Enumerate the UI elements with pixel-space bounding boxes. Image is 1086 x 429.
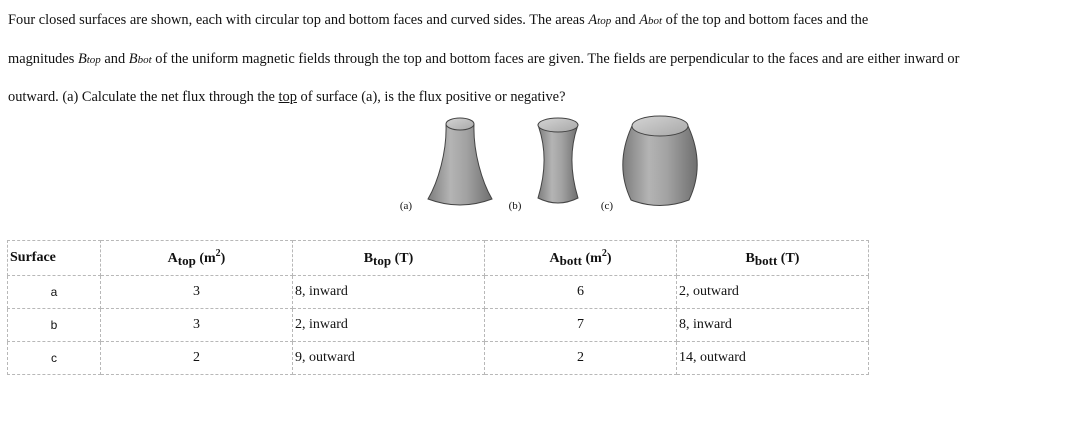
question-underlined-top: top xyxy=(278,89,297,105)
symbol-b-top: B xyxy=(77,50,87,67)
data-table xyxy=(7,240,869,375)
header-surface: Surface xyxy=(8,241,101,276)
symbol-a-top: A xyxy=(588,12,598,28)
cell-surface: b xyxy=(8,309,101,342)
question-line-3-start: outward. (a) Calculate the net flux through the xyxy=(8,89,279,105)
question-line-1-start: Four closed surfaces are shown, each with circular top and bottom faces and curved sides. The areas xyxy=(8,12,589,28)
question-line-3-end: of surface (a), is the flux positive or negative? xyxy=(296,89,566,105)
header-a-bott: Abott $(m^2)$ xyxy=(485,241,677,276)
table-header-row xyxy=(8,241,869,276)
question-line-2-end: of the uniform magnetic fields through the top and bottom faces are given. The fields are perpendicular to the faces and are either inward or xyxy=(151,50,960,67)
question-line-1-end: of the top and bottom faces and the xyxy=(662,12,869,28)
figure-label-a: (a) xyxy=(399,200,413,212)
cell-b-bott: 8, inward xyxy=(677,309,869,342)
symbol-b-bot-sub: bot xyxy=(137,53,152,66)
question-text xyxy=(8,2,1080,117)
cell-surface: a xyxy=(8,276,101,309)
figure-label-b: (b) xyxy=(508,200,522,212)
surface-a-shape xyxy=(428,118,492,205)
cell-surface: c xyxy=(8,342,101,375)
cell-a-bott: 6 xyxy=(485,276,677,309)
cell-a-top: 3 xyxy=(101,276,293,309)
surface-c-shape xyxy=(623,116,697,206)
cell-a-bott: 7 xyxy=(485,309,677,342)
surface-b-shape xyxy=(538,118,578,203)
header-b-top: Btop (T) xyxy=(293,241,485,276)
cell-b-top: 9, outward xyxy=(293,342,485,375)
symbol-a-bot: A xyxy=(639,12,648,28)
table-row xyxy=(8,309,869,342)
cell-a-top: 3 xyxy=(101,309,293,342)
cell-b-bott: 14, outward xyxy=(677,342,869,375)
cell-a-bott: 2 xyxy=(485,342,677,375)
table-row xyxy=(8,342,869,375)
table-row xyxy=(8,276,869,309)
symbol-b-top-sub: top xyxy=(86,53,101,66)
question-text-and: and xyxy=(611,12,640,28)
question-text-and-2: and xyxy=(100,50,129,67)
cell-b-bott: 2, outward xyxy=(677,276,869,309)
cell-b-top: 8, inward xyxy=(293,276,485,309)
symbol-b-bot: B xyxy=(128,50,138,67)
symbol-a-top-sub: top xyxy=(597,15,612,27)
cell-b-top: 2, inward xyxy=(293,309,485,342)
question-line-2-start: magnitudes xyxy=(8,50,78,67)
cell-a-top: 2 xyxy=(101,342,293,375)
header-a-top: Atop $(m^2)$ xyxy=(101,241,293,276)
surfaces-illustration xyxy=(420,112,700,212)
figure-label-c: (c) xyxy=(600,200,614,212)
symbol-a-bot-sub: bot xyxy=(648,15,663,27)
surfaces-figure xyxy=(399,112,700,214)
header-b-bott: Bbott (T) xyxy=(677,241,869,276)
